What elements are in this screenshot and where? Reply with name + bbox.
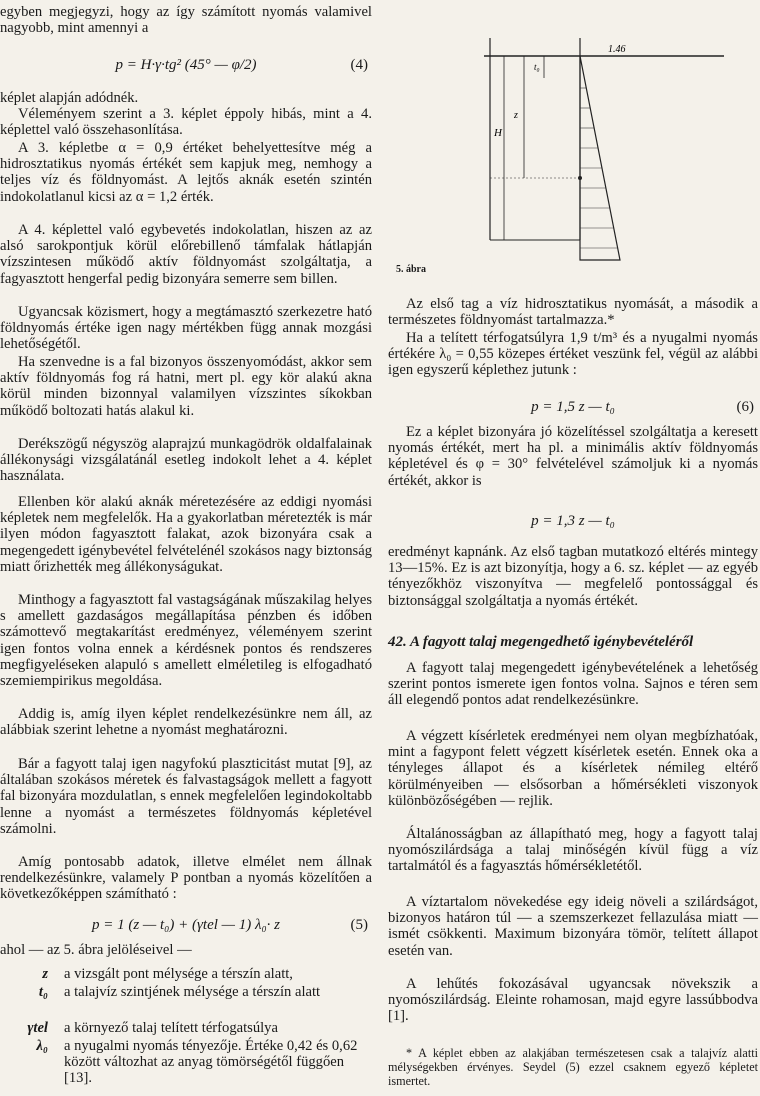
paragraph: eredményt kapnánk. Az első tagban mutatkozó eltérés mintegy 13—15%. Ez is azt bizonyítja, hogy a 6. sz. képlet — az egyéb tényezőkhöz viszonyítva — megfelelő pontossággal és biztonsággal szolgáltatja a nyomás értékét. xyxy=(388,544,758,609)
equation-number: (5) xyxy=(350,917,368,933)
figure-caption: 5. ábra xyxy=(396,264,426,275)
paragraph: Általánosságban az állapítható meg, hogy a fagyott talaj nyomószilárdsága a talaj minőségén kívül függ a víz tartalmától és a fagyasztás hőmérsékletétől. xyxy=(388,826,758,875)
label-top: 1.46 xyxy=(608,44,626,55)
paragraph: Derékszögű négyszög alaprajzú munkagödrök oldalfalainak állékonysági vizsgálatánál esetleg indokolt lehet a 4. képlet használata. xyxy=(0,436,372,485)
paragraph: A fagyott talaj megengedett igénybevételének a lehetőség szerint pontos ismerete igen fontos volna. Sajnos e téren sem áll elegendő pontos adat rendelkezésünkre. xyxy=(388,660,758,709)
equation-text: p = 1,5 z — t₀ xyxy=(531,399,615,415)
equation-text: p = 1,3 z — t₀ xyxy=(531,513,615,529)
paragraph: ahol — az 5. ábra jelöléseivel — xyxy=(0,942,192,958)
symbol: λ₀ xyxy=(36,1038,48,1054)
paragraph: Addig is, amíg ilyen képlet rendelkezésünkre nem áll, az alábbiak szerint lehetne a nyomást meghatározni. xyxy=(0,706,372,739)
label-z: z xyxy=(514,110,518,121)
paragraph: Ha a telített térfogatsúlyra 1,9 t/m³ és a nyugalmi nyomás értékére λ₀ = 0,55 közepes értéket veszünk fel, végül az alábbi igen egyszerű képlethez jutunk : xyxy=(388,330,758,379)
definition-text: a környező talaj telített térfogatsúlya xyxy=(64,1020,278,1036)
section-heading: 42. A fagyott talaj megengedhető igénybevételéről xyxy=(388,634,694,650)
footnote: * A képlet ebben az alakjában természetesen csak a talajvíz alatti mélységekben érvényes. Seydel (5) ezzel csaknem egyező képletet ismertet. xyxy=(388,1046,758,1088)
equation-5 xyxy=(0,916,372,934)
pressure-hatching xyxy=(580,88,618,248)
label-H: H xyxy=(494,127,502,139)
pressure-diagram xyxy=(580,56,620,260)
figure-5-diagram xyxy=(394,28,734,278)
equation-7 xyxy=(388,512,758,530)
paragraph: A 3. képletbe α = 0,9 értéket behelyettesítve még a hidrosztatikus nyomás értékét sem kapjuk meg, nemhogy a teljes víz és földnyomást. A lejtős aknák esetén szintén indokolatlanul kicsi az α = 1,2 érték. xyxy=(0,140,372,205)
definition-text: a talajvíz szintjének mélysége a térszín alatt xyxy=(64,984,321,1000)
paragraph: képlet alapján adódnék. xyxy=(0,90,139,106)
paragraph: A lehűtés fokozásával ugyancsak növekszik a nyomószilárdság. Eleinte rohamosan, majd egyre lassúbbodva [1]. xyxy=(388,976,758,1025)
paragraph: Amíg pontosabb adatok, illetve elmélet nem állnak rendelkezésünkre, valamely P pontban a nyomás közelítően a következőképpen számítható : xyxy=(0,854,372,903)
equation-number: (4) xyxy=(350,57,368,73)
paragraph: A 4. képlettel való egybevetés indokolatlan, hiszen az az alsó sarokpontjuk körül előrebillenő támfalak hátlapján vízszintesen működő aktív földnyomást szolgáltatja, a fagyasztott hengerfal pedig bizonyára semerre sem billen. xyxy=(0,222,372,287)
paragraph: Ellenben kör alakú aknák méretezésére az eddigi nyomási képletek nem megfelelők. Ha a gyakorlatban méretezték is már ilyen módon fagyasztott falakat, azok bizonyára csak a megengedett igénybevétel felvételénél szokásos nagy biztonság miatt őrizhették meg állékonyságukat. xyxy=(0,494,372,575)
equation-text: p = 1 (z — t₀) + (γtel — 1) λ₀· z xyxy=(91,917,281,933)
definition-item xyxy=(0,1020,372,1036)
paragraph: Ha szenvedne is a fal bizonyos összenyomódást, akkor sem aktív földnyomás fog rá hatni, mert pl. egy kör alakú akna körül minden bizonnyal valamilyen vízszintes síkokban működő boltozati hatás alakul ki. xyxy=(0,354,372,419)
equation-6 xyxy=(388,398,758,416)
paragraph: Ugyancsak közismert, hogy a megtámasztó szerkezetre ható földnyomás értéke igen nagy mértékben függ annak mozgási lehetőségétől. xyxy=(0,304,372,353)
symbol: γtel xyxy=(27,1020,48,1036)
definition-item xyxy=(0,984,372,1000)
point-P xyxy=(578,176,582,180)
symbol: t₀ xyxy=(38,984,48,1000)
paragraph: A víztartalom növekedése egy ideig növeli a szilárdságot, bizonyos határon túl — a szemszerkezet fellazulása miatt — ismét csökkenti. Maximum bizonyára tömör, telített állapot esetén van. xyxy=(388,894,758,959)
label-t: t₀ xyxy=(534,62,540,72)
paragraph: Minthogy a fagyasztott fal vastagságának műszakilag helyes s amellett gazdaságos megállapítása pénzben és időben számottevő megtakarítást eredményez, véleményem szerint igen fontos volna ennek a kérdésnek pontos és rendszeres megfigyeléseken alapuló s amellett elméletileg is elfogadható szemiempirikus megoldása. xyxy=(0,592,372,690)
paragraph: Ez a képlet bizonyára jó közelítéssel szolgáltatja a keresett nyomás értékét, mert ha pl. a minimális aktív földnyomás képletével és φ = 30° felvételével számoljuk ki a nyomás értékét, akkor is xyxy=(388,424,758,489)
definition-text: a vizsgált pont mélysége a térszín alatt, xyxy=(64,966,293,982)
paragraph: A végzett kísérletek eredményei nem olyan megbízhatóak, mint a fagypont felett végzett kísérletek esetén. Ennek oka a tényleges állapot és a kísérletek némileg eltérő körülményeiben — elsősorban a hőmérsékleti viszonyok különbözőségében — rejlik. xyxy=(388,728,758,809)
paragraph: Bár a fagyott talaj igen nagyfokú plaszticitást mutat [9], az általában szokásos méretek és falvastagságok mellett a fagyott fal bizonyára mozdulatlan, s ennek megfelelően legindokoltabb lenne a nyomást a természetes földnyomás képletével számolni. xyxy=(0,756,372,837)
definition-item xyxy=(0,1038,372,1087)
equation-4 xyxy=(0,56,372,74)
definition-item xyxy=(0,966,372,982)
paragraph: egyben megjegyzi, hogy az így számított nyomás valamivel nagyobb, mint amennyi a xyxy=(0,4,372,37)
definition-text: a nyugalmi nyomás tényezője. Értéke 0,42 és 0,62 között változhat az anyag tömörségétől függően [13]. xyxy=(64,1038,358,1087)
equation-text: p = H·γ·tg² (45° — φ/2) xyxy=(115,57,257,73)
paragraph: Az első tag a víz hidrosztatikus nyomását, a második a természetes földnyomást tartalmazza.* xyxy=(388,296,758,329)
equation-number: (6) xyxy=(736,399,754,415)
paragraph: Véleményem szerint a 3. képlet éppoly hibás, mint a 4. képlettel való összehasonlítása. xyxy=(0,106,372,139)
symbol: z xyxy=(42,966,48,982)
